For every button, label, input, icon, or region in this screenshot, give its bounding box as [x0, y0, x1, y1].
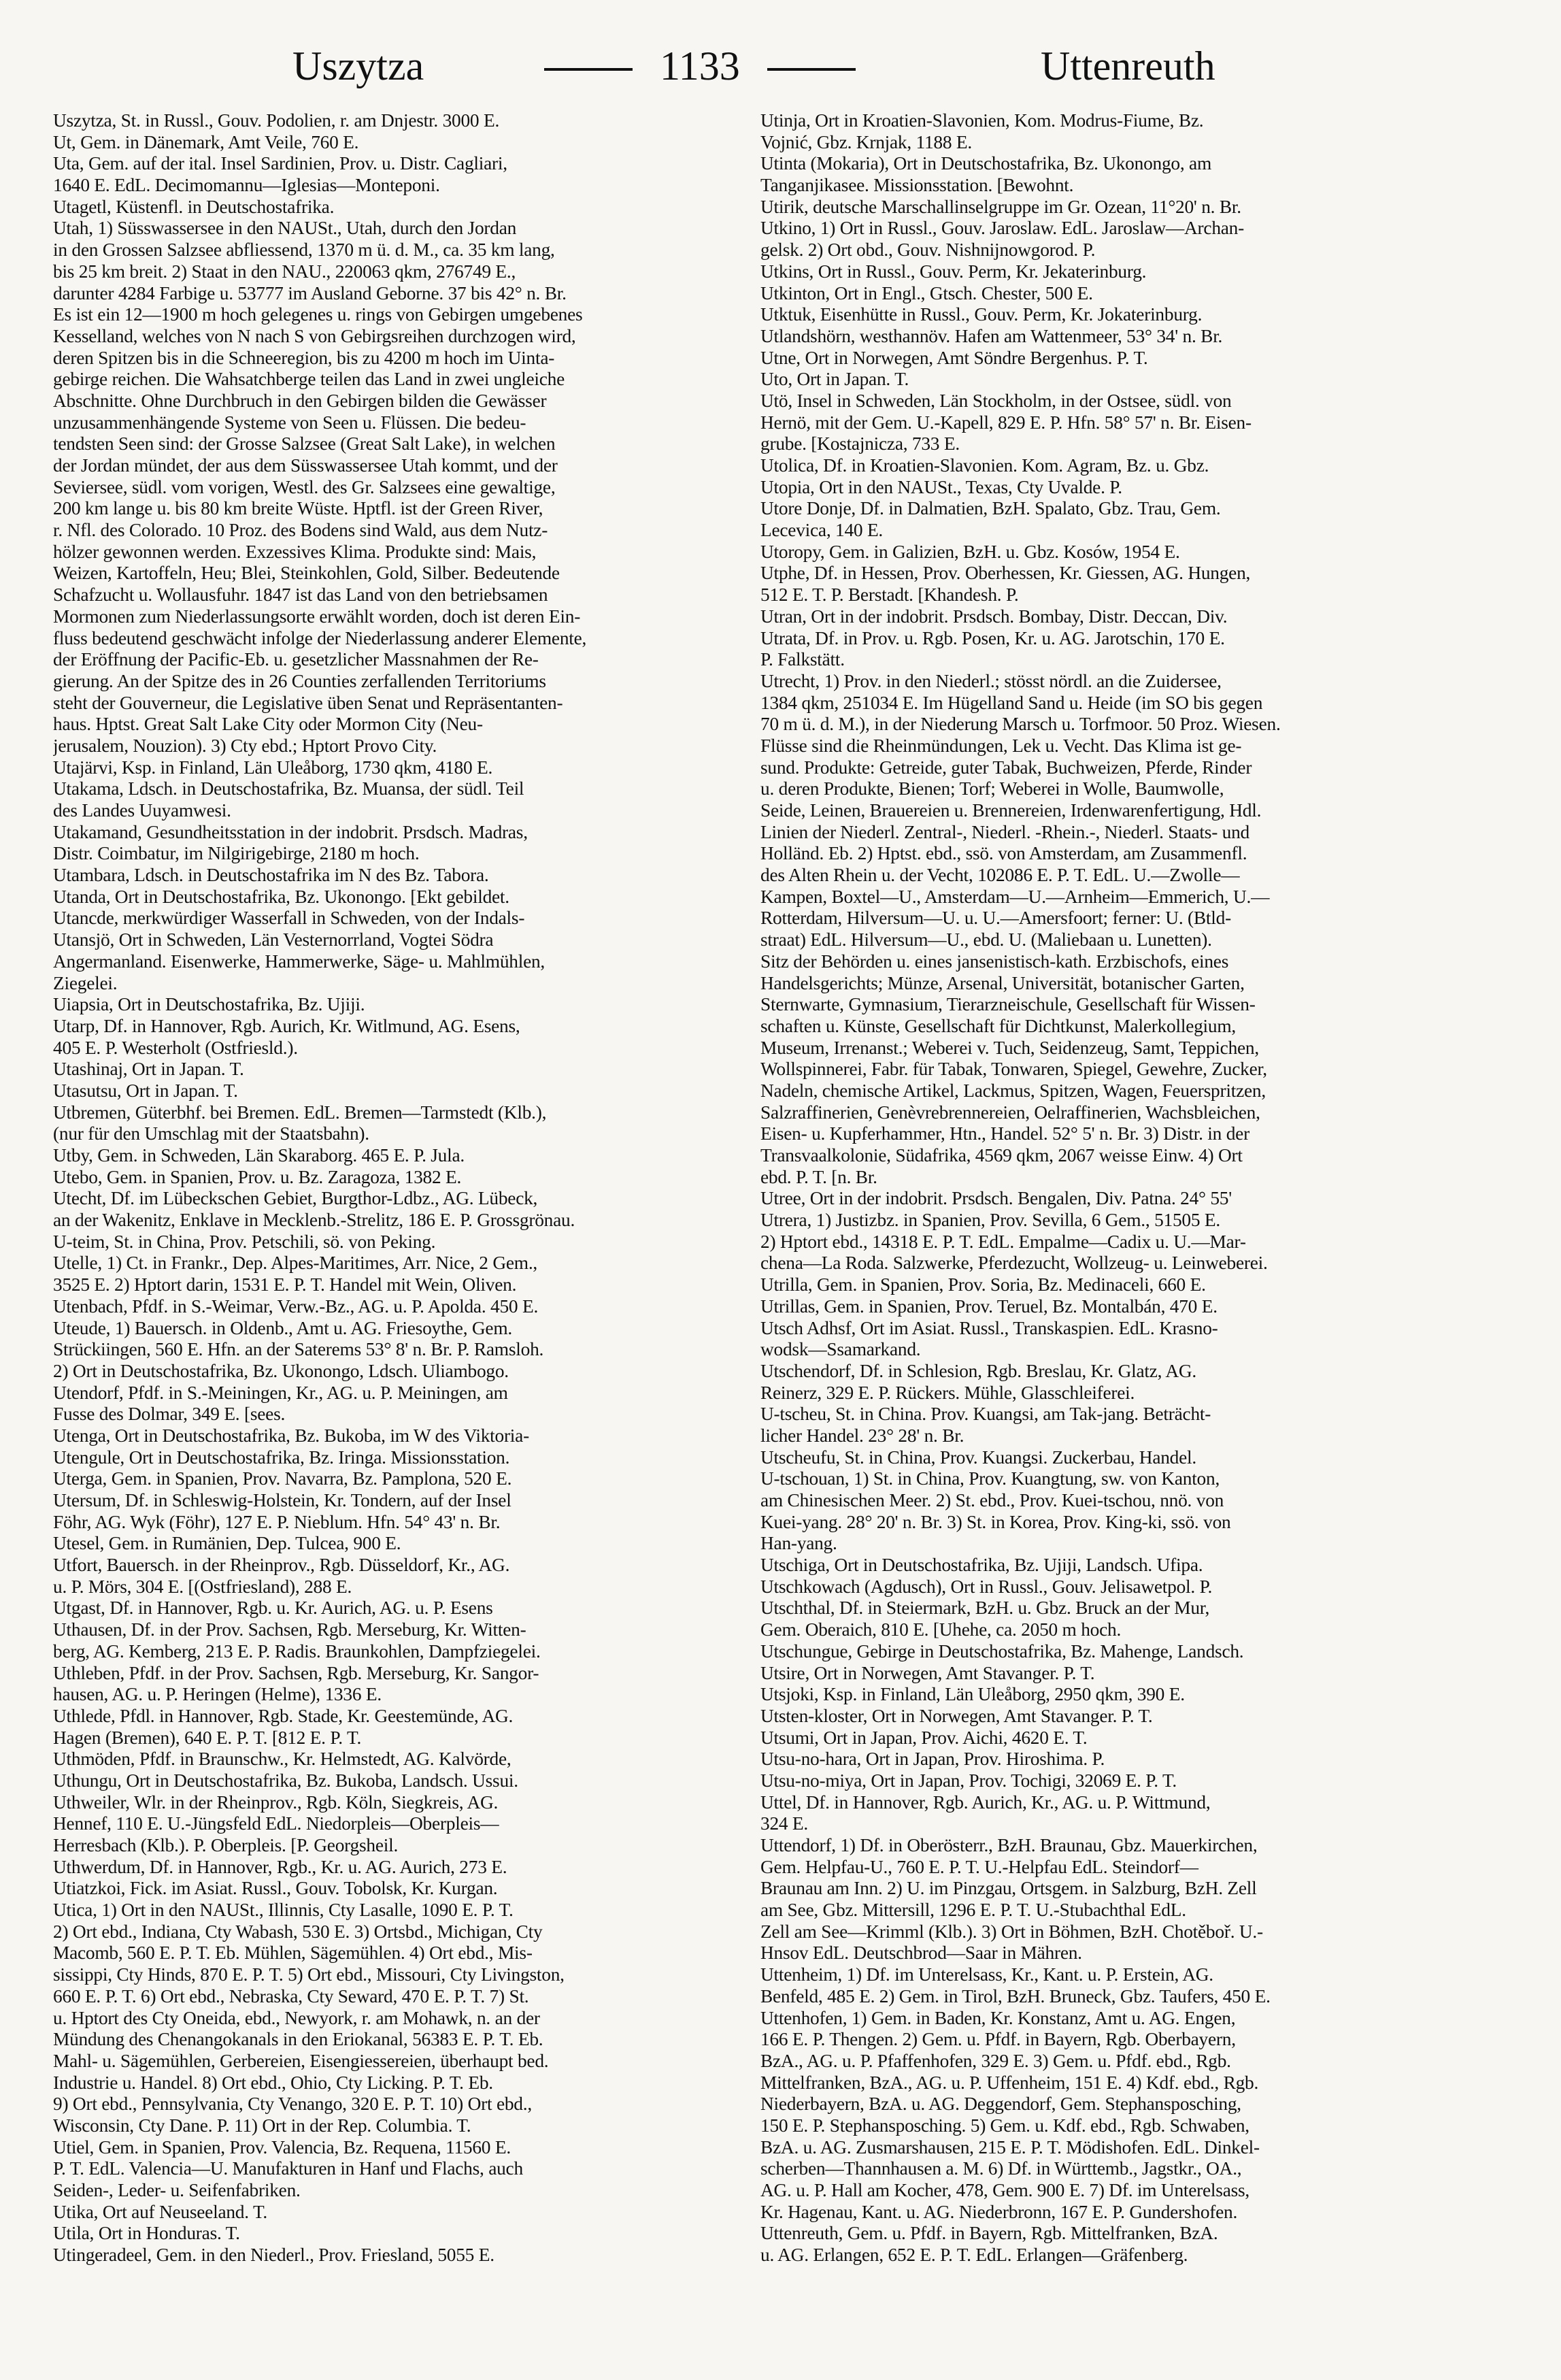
text-line: hausen, AG. u. P. Heringen (Helme), 1336 E. — [53, 1684, 382, 1705]
text-line: Utlandshörn, westhannöv. Hafen am Wattenmeer, 53° 34' n. Br. — [760, 325, 1223, 346]
text-line: gelsk. 2) Ort obd., Gouv. Nishnijnowgorod. P. — [760, 239, 1096, 261]
text-line: U-teim, St. in China, Prov. Petschili, sö. von Peking. — [53, 1231, 436, 1252]
text-line: Utby, Gem. in Schweden, Län Skaraborg. 465 E. P. Jula. — [53, 1145, 465, 1166]
text-line: 405 E. P. Westerholt (Ostfriesld.). — [53, 1037, 298, 1058]
text-line: Kesselland, welches von N nach S von Gebirgsreihen durchzogen wird, — [53, 325, 576, 346]
text-line: sissippi, Cty Hinds, 870 E. P. T. 5) Ort ebd., Missouri, Cty Livingston, — [53, 1964, 565, 1985]
text-line: steht der Gouverneur, die Legislative üben Senat und Repräsentanten- — [53, 692, 563, 713]
text-line: gebirge reichen. Die Wahsatchberge teilen das Land in zwei ungleiche — [53, 369, 565, 390]
text-line: Utrera, 1) Justizbz. in Spanien, Prov. Sevilla, 6 Gem., 51505 E. — [760, 1210, 1221, 1231]
left-column — [53, 110, 760, 2362]
text-line: Utirik, deutsche Marschallinselgruppe im Gr. Ozean, 11°20' n. Br. — [760, 196, 1241, 217]
text-line: unzusammenhängende Systeme von Seen u. Flüssen. Die bedeu- — [53, 412, 526, 433]
text-line: Utah, 1) Süsswassersee in den NAUSt., Utah, durch den Jordan — [53, 218, 517, 239]
text-line: Reinerz, 329 E. P. Rückers. Mühle, Glasschleiferei. — [760, 1382, 1135, 1403]
text-line: Utagetl, Küstenfl. in Deutschostafrika. — [53, 196, 335, 217]
text-line: Uthmöden, Pfdf. in Braunschw., Kr. Helmstedt, AG. Kalvörde, — [53, 1749, 511, 1770]
text-line: Fusse des Dolmar, 349 E. [sees. — [53, 1404, 286, 1425]
text-line: Utfort, Bauersch. in der Rheinprov., Rgb. Düsseldorf, Kr., AG. — [53, 1555, 510, 1576]
text-line: scherben—Thannhausen a. M. 6) Df. in Württemb., Jagstkr., OA., — [760, 2158, 1242, 2179]
text-line: Utakamand, Gesundheitsstation in der indobrit. Prsdsch. Madras, — [53, 821, 528, 842]
text-line: Utopia, Ort in den NAUSt., Texas, Cty Uvalde. P. — [760, 476, 1122, 497]
text-line: Utasutsu, Ort in Japan. T. — [53, 1080, 238, 1101]
text-line: 2) Ort ebd., Indiana, Cty Wabash, 530 E. 3) Ortsbd., Michigan, Cty — [53, 1921, 543, 1942]
text-line: Nadeln, chemische Artikel, Lackmus, Spitzen, Wagen, Feuerspritzen, — [760, 1080, 1266, 1101]
text-line: gierung. An der Spitze des in 26 Counties zerfallenden Territoriums — [53, 670, 546, 691]
text-line: Utgast, Df. in Hannover, Rgb. u. Kr. Aurich, AG. u. P. Esens — [53, 1598, 493, 1619]
text-line: Utecht, Df. im Lübeckschen Gebiet, Burgthor-Ldbz., AG. Lübeck, — [53, 1188, 538, 1209]
text-line: Gem. Helpfau-U., 760 E. P. T. U.-Helpfau EdL. Steindorf— — [760, 1856, 1198, 1877]
text-line: ebd. P. T. [n. Br. — [760, 1166, 877, 1187]
text-line: Utolica, Df. in Kroatien-Slavonien. Kom. Agram, Bz. u. Gbz. — [760, 455, 1209, 476]
text-line: Seiden-, Leder- u. Seifenfabriken. — [53, 2180, 301, 2200]
text-line: Utajärvi, Ksp. in Finland, Län Uleåborg, 1730 qkm, 4180 E. — [53, 757, 493, 778]
text-line: straat) EdL. Hilversum—U., ebd. U. (Maliebaan u. Lunetten). — [760, 929, 1212, 951]
text-line: P. T. EdL. Valencia—U. Manufakturen in Hanf und Flachs, auch — [53, 2158, 523, 2179]
text-line: U-tscheu, St. in China. Prov. Kuangsi, am Tak-jang. Beträcht- — [760, 1404, 1211, 1425]
text-line: Utrilla, Gem. in Spanien, Prov. Soria, Bz. Medinaceli, 660 E. — [760, 1274, 1206, 1295]
text-line: 70 m ü. d. M.), in der Niederung Marsch u. Torfmoor. 50 Proz. Wiesen. — [760, 714, 1281, 735]
text-line: 324 E. — [760, 1813, 809, 1834]
text-line: Utambara, Ldsch. in Deutschostafrika im N des Bz. Tabora. — [53, 865, 489, 886]
text-line: Utscheufu, St. in China, Prov. Kuangsi. Zuckerbau, Handel. — [760, 1447, 1196, 1468]
text-line: Hernö, mit der Gem. U.-Kapell, 829 E. P. Hfn. 58° 57' n. Br. Eisen- — [760, 412, 1252, 433]
text-line: wodsk—Ssamarkand. — [760, 1339, 921, 1360]
text-line: Utne, Ort in Norwegen, Amt Söndre Bergenhus. P. T. — [760, 347, 1148, 368]
text-line: Utarp, Df. in Hannover, Rgb. Aurich, Kr. Witlmund, AG. Esens, — [53, 1015, 520, 1036]
text-line: des Landes Uuyamwesi. — [53, 800, 231, 821]
text-line: Industrie u. Handel. 8) Ort ebd., Ohio, Cty Licking. P. T. Eb. — [53, 2072, 493, 2093]
text-line: Uttenhofen, 1) Gem. in Baden, Kr. Konstanz, Amt u. AG. Engen, — [760, 2007, 1236, 2028]
text-line: Utsire, Ort in Norwegen, Amt Stavanger. P. T. — [760, 1662, 1095, 1683]
text-line: Hnsov EdL. Deutschbrod—Saar in Mähren. — [760, 1943, 1082, 1964]
text-line: Utendorf, Pfdf. in S.-Meiningen, Kr., AG. u. P. Meiningen, am — [53, 1382, 508, 1403]
text-line: Uthleben, Pfdf. in der Prov. Sachsen, Rgb. Merseburg, Kr. Sangor- — [53, 1662, 539, 1683]
page-header — [61, 35, 1503, 97]
text-line: Utansjö, Ort in Schweden, Län Vesternorrland, Vogtei Södra — [53, 929, 494, 951]
text-line: Hagen (Bremen), 640 E. P. T. [812 E. P. T. — [53, 1727, 362, 1748]
text-line: Uthlede, Pfdl. in Hannover, Rgb. Stade, Kr. Geestemünde, AG. — [53, 1705, 514, 1726]
text-line: Gem. Oberaich, 810 E. [Uhehe, ca. 2050 m hoch. — [760, 1619, 1122, 1640]
text-line: Wisconsin, Cty Dane. P. 11) Ort in der Rep. Columbia. T. — [53, 2115, 471, 2136]
text-line: Hennef, 110 E. U.-Jüngsfeld EdL. Niedorpleis—Oberpleis— — [53, 1813, 499, 1834]
text-line: Utschendorf, Df. in Schlesion, Rgb. Breslau, Kr. Glatz, AG. — [760, 1360, 1197, 1381]
text-line: Uthausen, Df. in der Prov. Sachsen, Rgb. Merseburg, Kr. Witten- — [53, 1619, 526, 1640]
text-line: Kampen, Boxtel—U., Amsterdam—U.—Arnheim—Emmerich, U.— — [760, 886, 1270, 907]
text-line: haus. Hptst. Great Salt Lake City oder Mormon City (Neu- — [53, 714, 483, 735]
text-line: Utiel, Gem. in Spanien, Prov. Valencia, Bz. Requena, 11560 E. — [53, 2136, 511, 2158]
text-line: Utenbach, Pfdf. in S.-Weimar, Verw.-Bz., AG. u. P. Apolda. 450 E. — [53, 1295, 539, 1317]
text-line: Utsumi, Ort in Japan, Prov. Aichi, 4620 E. T. — [760, 1727, 1088, 1748]
text-line: Utengule, Ort in Deutschostafrika, Bz. Iringa. Missionsstation. — [53, 1447, 510, 1468]
text-line: Transvaalkolonie, Südafrika, 4569 qkm, 2067 weisse Einw. 4) Ort — [760, 1145, 1243, 1166]
text-line: Uiapsia, Ort in Deutschostafrika, Bz. Ujiji. — [53, 994, 365, 1015]
text-line: Kuei-yang. 28° 20' n. Br. 3) St. in Korea, Prov. King-ki, ssö. von — [760, 1511, 1231, 1532]
text-line: Uttendorf, 1) Df. in Oberösterr., BzH. Braunau, Gbz. Mauerkirchen, — [760, 1835, 1258, 1855]
text-line: Utelle, 1) Ct. in Frankr., Dep. Alpes-Maritimes, Arr. Nice, 2 Gem., — [53, 1253, 538, 1274]
text-line: Utsu-no-miya, Ort in Japan, Prov. Tochigi, 32069 E. P. T. — [760, 1770, 1177, 1791]
text-line: Seviersee, südl. vom vorigen, Westl. des Gr. Salzsees eine gewaltige, — [53, 476, 556, 497]
text-line: Uthungu, Ort in Deutschostafrika, Bz. Bukoba, Landsch. Ussui. — [53, 1770, 518, 1791]
text-line: Utsu-no-hara, Ort in Japan, Prov. Hiroshima. P. — [760, 1749, 1105, 1770]
text-line: Utebo, Gem. in Spanien, Prov. u. Bz. Zaragoza, 1382 E. — [53, 1166, 462, 1187]
text-line: bis 25 km breit. 2) Staat in den NAU., 220063 qkm, 276749 E., — [53, 261, 516, 282]
text-line: Utesel, Gem. in Rumänien, Dep. Tulcea, 900 E. — [53, 1533, 401, 1554]
text-line: Utica, 1) Ort in den NAUSt., Illinnis, Cty Lasalle, 1090 E. P. T. — [53, 1900, 514, 1921]
text-line: Mormonen zum Niederlassungsorte erwählt worden, doch ist deren Ein- — [53, 606, 581, 627]
header-last-entry: Uttenreuth — [1041, 44, 1215, 88]
text-line: hölzer gewonnen werden. Exzessives Klima. Produkte sind: Mais, — [53, 541, 537, 562]
text-line: Ziegelei. — [53, 972, 118, 993]
text-line: der Jordan mündet, der aus dem Süsswassersee Utah kommt, und der — [53, 455, 558, 476]
text-line: Abschnitte. Ohne Durchbruch in den Gebirgen bilden die Gewässer — [53, 390, 547, 411]
text-line: u. P. Mörs, 304 E. [(Ostfriesland), 288 E. — [53, 1576, 352, 1597]
text-line: Herresbach (Klb.). P. Oberpleis. [P. Georgsheil. — [53, 1835, 399, 1855]
text-line: Sitz der Behörden u. eines jansenistisch-kath. Erzbischofs, eines — [760, 951, 1229, 972]
text-line: 660 E. P. T. 6) Ort ebd., Nebraska, Cty Seward, 470 E. P. T. 7) St. — [53, 1985, 529, 2006]
text-line: Utkinton, Ort in Engl., Gtsch. Chester, 500 E. — [760, 282, 1093, 303]
text-line: chena—La Roda. Salzwerke, Pferdezucht, Wollzeug- u. Leinweberei. — [760, 1253, 1268, 1274]
text-line: Salzraffinerien, Genèvrebrennereien, Oelraffinerien, Wachsbleichen, — [760, 1102, 1260, 1123]
text-line: Utphe, Df. in Hessen, Prov. Oberhessen, Kr. Giessen, AG. Hungen, — [760, 563, 1251, 584]
text-line: Utinta (Mokaria), Ort in Deutschostafrika, Bz. Ukonongo, am — [760, 153, 1212, 174]
text-line: BzA., AG. u. P. Pfaffenhofen, 329 E. 3) Gem. u. Pfdf. ebd., Rgb. — [760, 2050, 1231, 2071]
text-line: in den Grossen Salzsee abfliessend, 1370 m ü. d. M., ca. 35 km lang, — [53, 239, 555, 261]
text-line: P. Falkstätt. — [760, 649, 845, 670]
text-line: Utenga, Ort in Deutschostafrika, Bz. Bukoba, im W des Viktoria- — [53, 1425, 529, 1446]
text-line: Uthwerdum, Df. in Hannover, Rgb., Kr. u. AG. Aurich, 273 E. — [53, 1856, 507, 1877]
text-line: Utoropy, Gem. in Galizien, BzH. u. Gbz. Kosów, 1954 E. — [760, 541, 1180, 562]
text-line: berg, AG. Kemberg, 213 E. P. Radis. Braunkohlen, Dampfziegelei. — [53, 1640, 541, 1662]
text-line: Utika, Ort auf Neuseeland. T. — [53, 2201, 267, 2222]
text-line: Angermanland. Eisenwerke, Hammerwerke, Säge- u. Mahlmühlen, — [53, 951, 545, 972]
text-line: Utiatzkoi, Fick. im Asiat. Russl., Gouv. Tobolsk, Kr. Kurgan. — [53, 1878, 498, 1899]
text-line: 512 E. T. P. Berstadt. [Khandesh. P. — [760, 584, 1019, 606]
text-line: Museum, Irrenanst.; Weberei v. Tuch, Seidenzeug, Samt, Teppichen, — [760, 1037, 1259, 1058]
text-line: an der Wakenitz, Enklave in Mecklenb.-Strelitz, 186 E. P. Grossgrönau. — [53, 1210, 575, 1231]
text-line: u. Hptort des Cty Oneida, ebd., Newyork, r. am Mohawk, n. an der — [53, 2007, 540, 2028]
text-line: Utkino, 1) Ort in Russl., Gouv. Jaroslaw. EdL. Jaroslaw—Archan- — [760, 218, 1244, 239]
text-line: Utktuk, Eisenhütte in Russl., Gouv. Perm, Kr. Jokaterinburg. — [760, 304, 1203, 325]
text-line: Wollspinnerei, Fabr. für Tabak, Tonwaren, Spiegel, Gewehre, Zucker, — [760, 1059, 1267, 1080]
text-line: Utersum, Df. in Schleswig-Holstein, Kr. Tondern, auf der Insel — [53, 1490, 511, 1510]
text-line: Utschkowach (Agdusch), Ort in Russl., Gouv. Jelisawetpol. P. — [760, 1576, 1213, 1597]
text-line: Es ist ein 12—1900 m hoch gelegenes u. rings von Gebirgen umgebenes — [53, 304, 583, 325]
text-line: Weizen, Kartoffeln, Heu; Blei, Steinkohlen, Gold, Silber. Bedeutende — [53, 563, 560, 584]
text-line: Seide, Leinen, Brauereien u. Brennereien, Irdenwarenfertigung, Hdl. — [760, 800, 1262, 821]
text-line: u. deren Produkte, Bienen; Torf; Weberei in Wolle, Baumwolle, — [760, 778, 1224, 799]
text-line: Kr. Hagenau, Kant. u. AG. Niederbronn, 167 E. P. Gundershofen. — [760, 2201, 1238, 2222]
text-line: tendsten Seen sind: der Grosse Salzsee (Great Salt Lake), in welchen — [53, 433, 556, 454]
text-line: Uta, Gem. auf der ital. Insel Sardinien, Prov. u. Distr. Cagliari, — [53, 153, 507, 174]
text-line: AG. u. P. Hall am Kocher, 478, Gem. 900 E. 7) Df. im Unterelsass, — [760, 2180, 1250, 2200]
text-line: Utbremen, Güterbhf. bei Bremen. EdL. Bremen—Tarmstedt (Klb.), — [53, 1102, 547, 1123]
text-line: Uszytza, St. in Russl., Gouv. Podolien, r. am Dnjestr. 3000 E. — [53, 110, 500, 131]
text-line: BzA. u. AG. Zusmarshausen, 215 E. P. T. Mödishofen. EdL. Dinkel- — [760, 2136, 1260, 2158]
text-line: Lecevica, 140 E. — [760, 520, 884, 541]
text-line: 2) Ort in Deutschostafrika, Bz. Ukonongo, Ldsch. Uliambogo. — [53, 1360, 509, 1381]
text-line: Utrecht, 1) Prov. in den Niederl.; stösst nördl. an die Zuidersee, — [760, 670, 1222, 691]
text-line: Mittelfranken, BzA., AG. u. P. Uffenheim, 151 E. 4) Kdf. ebd., Rgb. — [760, 2072, 1259, 2093]
text-line: Handelsgerichts; Münze, Arsenal, Universität, botanischer Garten, — [760, 972, 1245, 993]
text-line: Niederbayern, BzA. u. AG. Deggendorf, Gem. Stephansposching, — [760, 2094, 1241, 2115]
text-line: Benfeld, 485 E. 2) Gem. in Tirol, BzH. Bruneck, Gbz. Taufers, 450 E. — [760, 1985, 1271, 2006]
text-line: Uterga, Gem. in Spanien, Prov. Navarra, Bz. Pamplona, 520 E. — [53, 1468, 512, 1489]
text-line: (nur für den Umschlag mit der Staatsbahn). — [53, 1123, 369, 1144]
text-line: am See, Gbz. Mittersill, 1296 E. P. T. U.-Stubachthal EdL. — [760, 1900, 1186, 1921]
text-line: Eisen- u. Kupferhammer, Htn., Handel. 52° 5' n. Br. 3) Distr. in der — [760, 1123, 1249, 1144]
page-number: 1133 — [660, 35, 740, 97]
text-line: Utkins, Ort in Russl., Gouv. Perm, Kr. Jekaterinburg. — [760, 261, 1147, 282]
text-line: U-tschouan, 1) St. in China, Prov. Kuangtung, sw. von Kanton, — [760, 1468, 1220, 1489]
text-line: Uthweiler, Wlr. in der Rheinprov., Rgb. Köln, Siegkreis, AG. — [53, 1791, 499, 1813]
text-line: u. AG. Erlangen, 652 E. P. T. EdL. Erlangen—Gräfenberg. — [760, 2245, 1188, 2266]
text-line: Holländ. Eb. 2) Hptst. ebd., ssö. von Amsterdam, am Zusammenfl. — [760, 843, 1247, 864]
text-line: Mahl- u. Sägemühlen, Gerbereien, Eisengiessereien, überhaupt bed. — [53, 2050, 549, 2071]
text-line: Linien der Niederl. Zentral-, Niederl. -Rhein.-, Niederl. Staats- und — [760, 821, 1249, 842]
text-line: 150 E. P. Stephansposching. 5) Gem. u. Kdf. ebd., Rgb. Schwaben, — [760, 2115, 1249, 2136]
text-line: 1640 E. EdL. Decimomannu—Iglesias—Monteponi. — [53, 175, 440, 196]
text-line: 3525 E. 2) Hptort darin, 1531 E. P. T. Handel mit Wein, Oliven. — [53, 1274, 517, 1295]
text-line: darunter 4284 Farbige u. 53777 im Ausland Geborne. 37 bis 42° n. Br. — [53, 282, 567, 303]
text-line: Flüsse sind die Rheinmündungen, Lek u. Vecht. Das Klima ist ge- — [760, 735, 1242, 756]
text-line: der Eröffnung der Pacific-Eb. u. gesetzlicher Massnahmen der Re- — [53, 649, 539, 670]
text-line: Distr. Coimbatur, im Nilgirigebirge, 2180 m hoch. — [53, 843, 420, 864]
text-line: Utanda, Ort in Deutschostafrika, Bz. Ukonongo. [Ekt gebildet. — [53, 886, 509, 907]
text-line: 9) Ort ebd., Pennsylvania, Cty Venango, 320 E. P. T. 10) Ort ebd., — [53, 2094, 532, 2115]
text-line: des Alten Rhein u. der Vecht, 102086 E. P. T. EdL. U.—Zwolle— — [760, 865, 1240, 886]
text-line: Schafzucht u. Wollausfuhr. 1847 ist das Land von den betriebsamen — [53, 584, 548, 606]
text-line: Sternwarte, Gymnasium, Tierarzneischule, Gesellschaft für Wissen- — [760, 994, 1256, 1015]
text-line: 2) Hptort ebd., 14318 E. P. T. EdL. Empalme—Cadix u. U.—Mar- — [760, 1231, 1246, 1252]
right-column — [760, 110, 1468, 2362]
text-line: Vojnić, Gbz. Krnjak, 1188 E. — [760, 131, 972, 152]
text-line: licher Handel. 23° 28' n. Br. — [760, 1425, 964, 1446]
text-line: deren Spitzen bis in die Schneeregion, bis zu 4200 m hoch im Uinta- — [53, 347, 555, 368]
text-line: Utinja, Ort in Kroatien-Slavonien, Kom. Modrus-Fiume, Bz. — [760, 110, 1204, 131]
text-line: Rotterdam, Hilversum—U. u. U.—Amersfoort; ferner: U. (Btld- — [760, 908, 1231, 929]
text-line: Utashinaj, Ort in Japan. T. — [53, 1059, 244, 1080]
text-line: Utrillas, Gem. in Spanien, Prov. Teruel, Bz. Montalbán, 470 E. — [760, 1295, 1218, 1317]
text-line: Utö, Insel in Schweden, Län Stockholm, in der Ostsee, südl. von — [760, 390, 1232, 411]
text-line: 200 km lange u. bis 80 km breite Wüste. Hptfl. ist der Green River, — [53, 498, 543, 519]
text-line: Utschthal, Df. in Steiermark, BzH. u. Gbz. Bruck an der Mur, — [760, 1598, 1210, 1619]
text-line: Tanganjikasee. Missionsstation. [Bewohnt. — [760, 175, 1074, 196]
text-line: Utree, Ort in der indobrit. Prsdsch. Bengalen, Div. Patna. 24° 55' — [760, 1188, 1232, 1209]
text-line: Uteude, 1) Bauersch. in Oldenb., Amt u. AG. Friesoythe, Gem. — [53, 1317, 512, 1338]
header-first-entry: Uszytza — [292, 44, 424, 88]
text-line: Mündung des Chenangokanals in den Eriokanal, 56383 E. P. T. Eb. — [53, 2029, 543, 2050]
text-line: fluss bedeutend geschwächt infolge der Niederlassung anderer Elemente, — [53, 627, 587, 648]
text-line: Uttel, Df. in Hannover, Rgb. Aurich, Kr., AG. u. P. Wittmund, — [760, 1791, 1211, 1813]
text-line: 1384 qkm, 251034 E. Im Hügelland Sand u. Heide (im SO bis gegen — [760, 692, 1263, 713]
text-line: Utancde, merkwürdiger Wasserfall in Schweden, von der Indals- — [53, 908, 525, 929]
text-line: Utran, Ort in der indobrit. Prsdsch. Bombay, Distr. Deccan, Div. — [760, 606, 1228, 627]
text-line: Zell am See—Krimml (Klb.). 3) Ort in Böhmen, BzH. Chotěboř. U.- — [760, 1921, 1263, 1942]
text-line: Braunau am Inn. 2) U. im Pinzgau, Ortsgem. in Salzburg, BzH. Zell — [760, 1878, 1257, 1899]
text-line: Uto, Ort in Japan. T. — [760, 369, 909, 390]
text-line: grube. [Kostajnicza, 733 E. — [760, 433, 960, 454]
text-line: r. Nfl. des Colorado. 10 Proz. des Bodens sind Wald, aus dem Nutz- — [53, 520, 548, 541]
text-line: Macomb, 560 E. P. T. Eb. Mühlen, Sägemühlen. 4) Ort ebd., Mis- — [53, 1943, 533, 1964]
text-line: Utore Donje, Df. in Dalmatien, BzH. Spalato, Gbz. Trau, Gem. — [760, 498, 1221, 519]
text-line: Utrata, Df. in Prov. u. Rgb. Posen, Kr. u. AG. Jarotschin, 170 E. — [760, 627, 1225, 648]
text-line: Utingeradeel, Gem. in den Niederl., Prov. Friesland, 5055 E. — [53, 2245, 494, 2266]
text-line: Föhr, AG. Wyk (Föhr), 127 E. P. Nieblum. Hfn. 54° 43' n. Br. — [53, 1511, 501, 1532]
text-line: Utsjoki, Ksp. in Finland, Län Uleåborg, 2950 qkm, 390 E. — [760, 1684, 1185, 1705]
text-line: Utakama, Ldsch. in Deutschostafrika, Bz. Muansa, der südl. Teil — [53, 778, 524, 799]
text-line: Utsten-kloster, Ort in Norwegen, Amt Stavanger. P. T. — [760, 1705, 1153, 1726]
text-line: sund. Produkte: Getreide, guter Tabak, Buchweizen, Pferde, Rinder — [760, 757, 1252, 778]
text-line: Utschungue, Gebirge in Deutschostafrika, Bz. Mahenge, Landsch. — [760, 1640, 1244, 1662]
text-line: Utschiga, Ort in Deutschostafrika, Bz. Ujiji, Landsch. Ufipa. — [760, 1555, 1203, 1576]
text-line: am Chinesischen Meer. 2) St. ebd., Prov. Kuei-tschou, nnö. von — [760, 1490, 1224, 1510]
text-line: jerusalem, Nouzion). 3) Cty ebd.; Hptort Provo City. — [53, 735, 437, 756]
text-line: Utsch Adhsf, Ort im Asiat. Russl., Transkaspien. EdL. Krasno- — [760, 1317, 1218, 1338]
text-line: Strückiingen, 560 E. Hfn. an der Saterems 53° 8' n. Br. P. Ramsloh. — [53, 1339, 544, 1360]
text-line: 166 E. P. Thengen. 2) Gem. u. Pfdf. in Bayern, Rgb. Oberbayern, — [760, 2029, 1236, 2050]
text-line: Uttenheim, 1) Df. im Unterelsass, Kr., Kant. u. P. Erstein, AG. — [760, 1964, 1213, 1985]
text-line: Utila, Ort in Honduras. T. — [53, 2223, 240, 2244]
text-line: schaften u. Künste, Gesellschaft für Dichtkunst, Malerkollegium, — [760, 1015, 1237, 1036]
text-line: Han-yang. — [760, 1533, 837, 1554]
text-line: Uttenreuth, Gem. u. Pfdf. in Bayern, Rgb. Mittelfranken, BzA. — [760, 2223, 1218, 2244]
text-line: Ut, Gem. in Dänemark, Amt Veile, 760 E. — [53, 131, 359, 152]
